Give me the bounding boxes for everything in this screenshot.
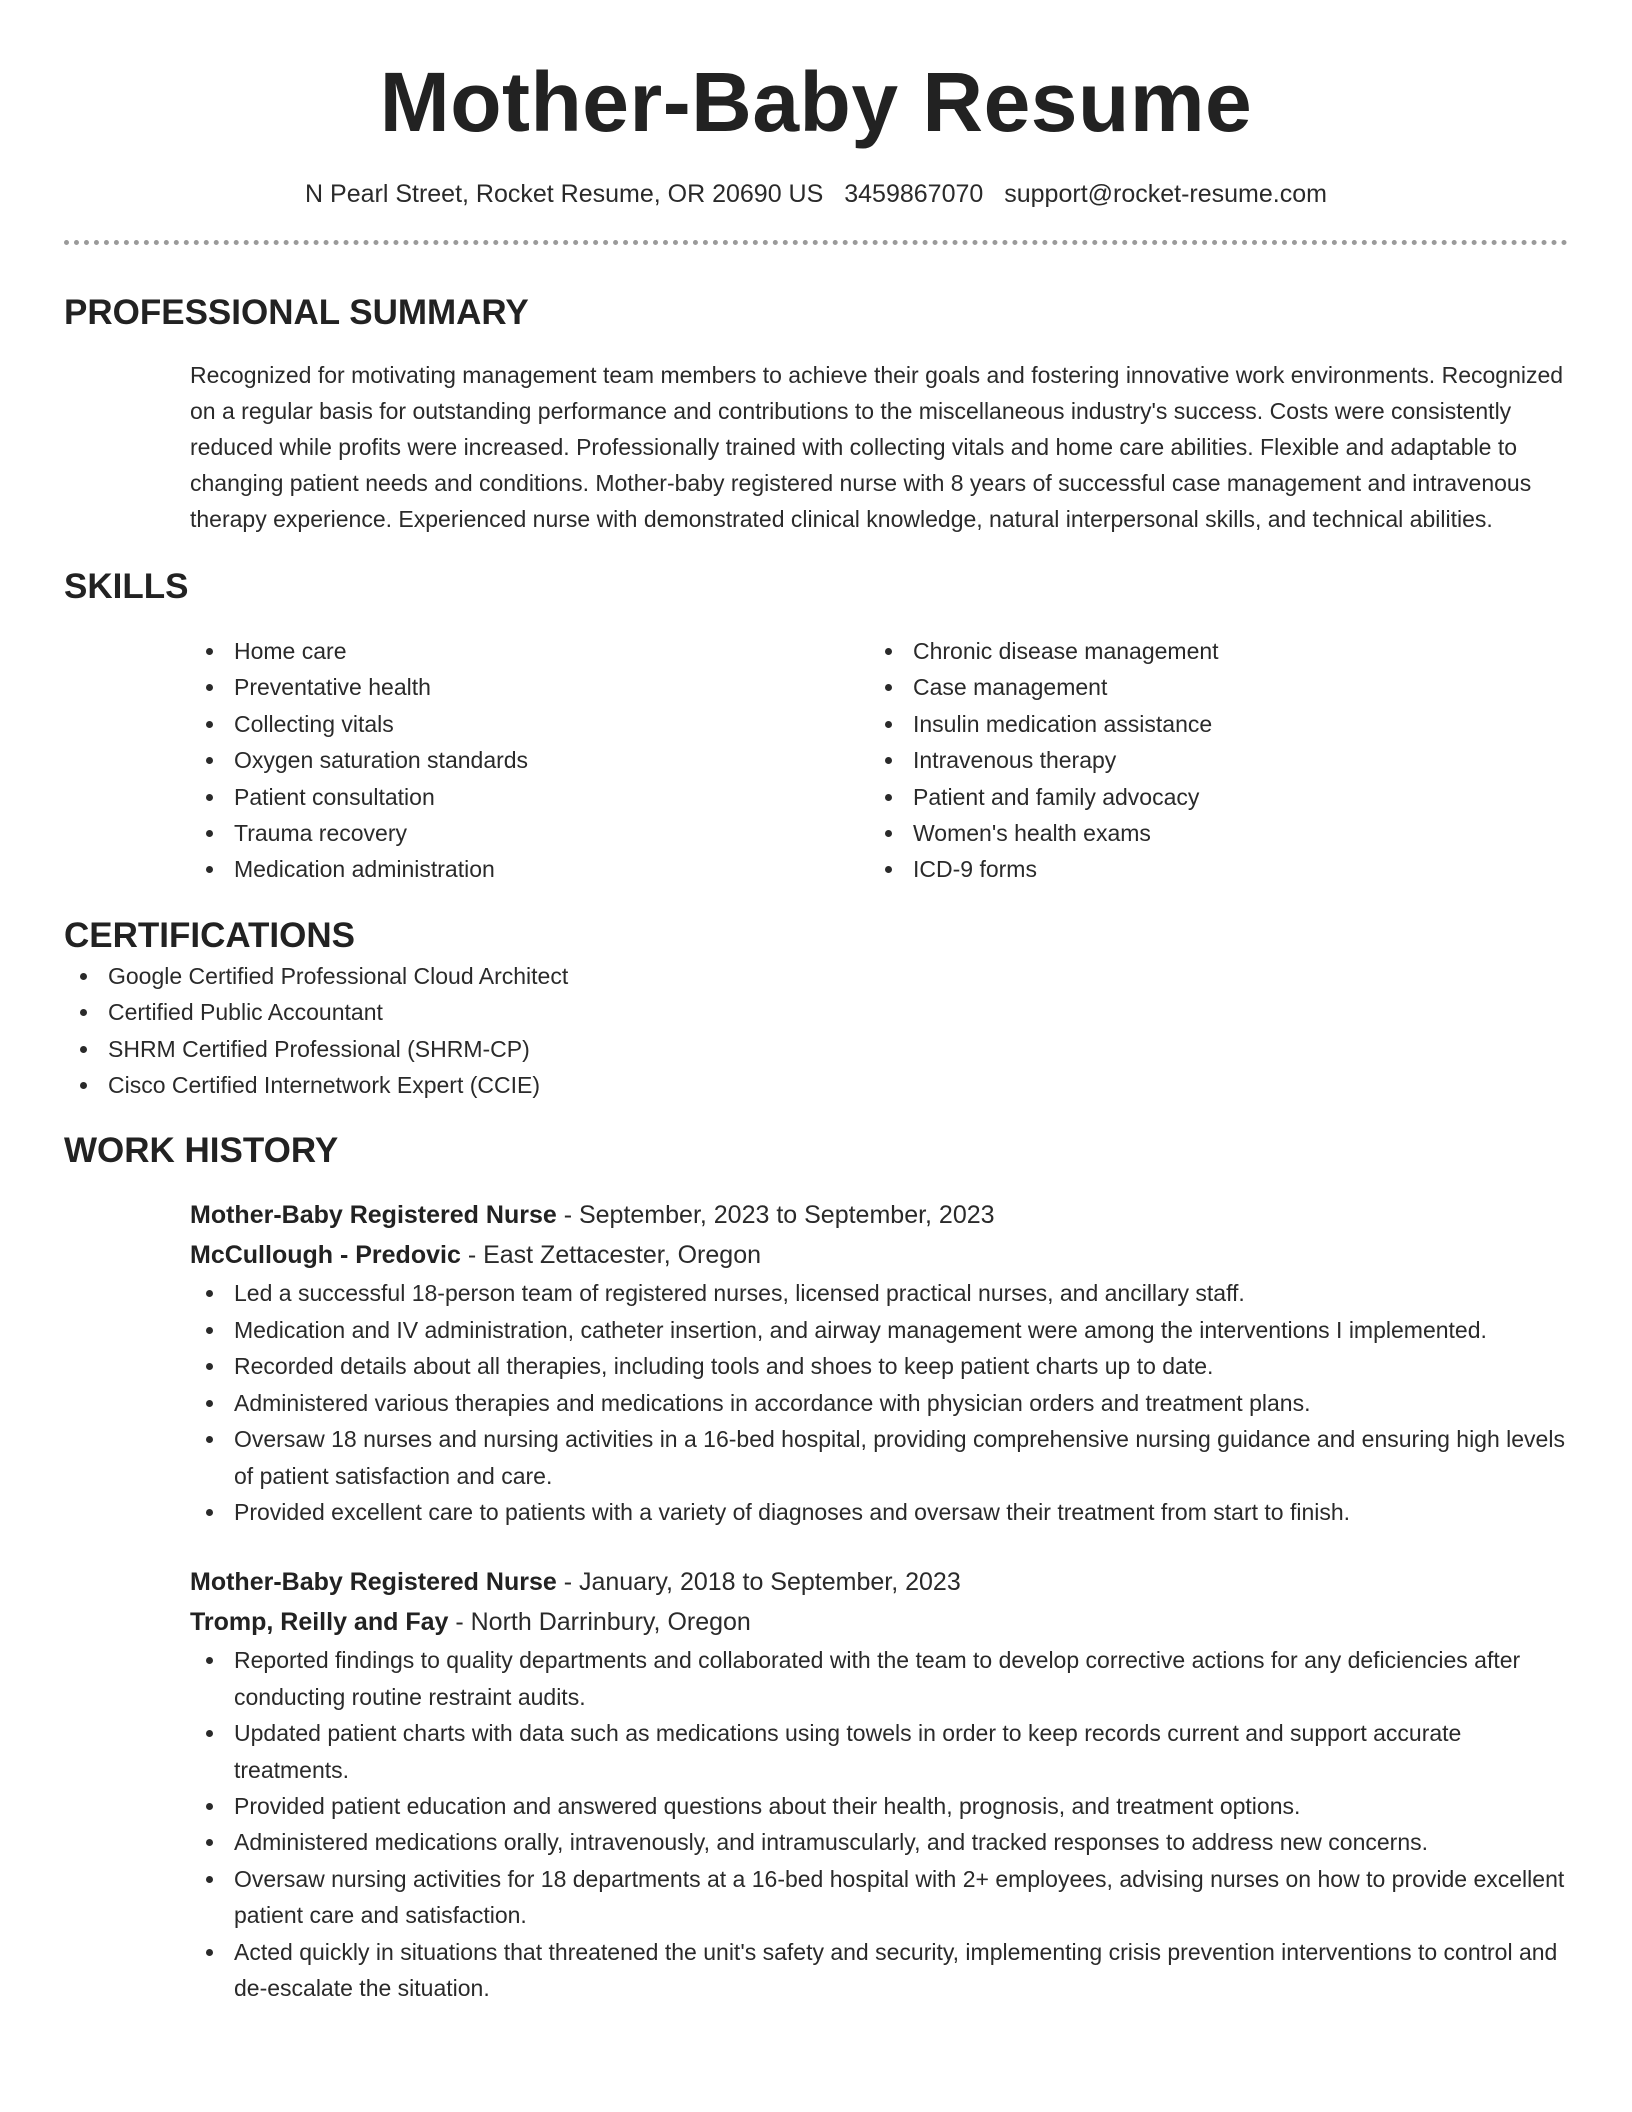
job-bullet: Oversaw 18 nurses and nursing activities in a 16-bed hospital, providing comprehensive nursing guidance and ensuring high levels of patient satisfaction and care. bbox=[190, 1421, 1568, 1494]
job-company: McCullough - Predovic bbox=[190, 1241, 461, 1270]
job-location: - North Darrinbury, Oregon bbox=[455, 1608, 751, 1637]
job-company: Tromp, Reilly and Fay bbox=[190, 1608, 449, 1637]
job-dates: - September, 2023 to September, 2023 bbox=[563, 1201, 995, 1230]
job-bullet: Led a successful 18-person team of registered nurses, licensed practical nurses, and ancillary staff. bbox=[190, 1275, 1568, 1311]
certifications-list bbox=[64, 958, 1568, 1104]
job-bullet: Provided excellent care to patients with a variety of diagnoses and oversaw their treatment from start to finish. bbox=[190, 1494, 1568, 1530]
job-bullet: Administered medications orally, intravenously, and intramuscularly, and tracked responses to address new concerns. bbox=[190, 1824, 1568, 1860]
resume-page bbox=[64, 0, 1568, 2006]
summary-heading: PROFESSIONAL SUMMARY bbox=[64, 293, 529, 332]
job-bullet: Medication and IV administration, catheter insertion, and airway management were among the interventions I implemented. bbox=[190, 1312, 1568, 1348]
job-bullet: Updated patient charts with data such as medications using towels in order to keep records current and support accurate treatments. bbox=[190, 1715, 1568, 1788]
skill-item: Patient and family advocacy bbox=[869, 779, 1548, 815]
certification-item: Google Certified Professional Cloud Architect bbox=[64, 958, 1568, 994]
job-company-line bbox=[190, 1235, 1568, 1275]
skill-item: Oxygen saturation standards bbox=[190, 742, 869, 778]
header-divider bbox=[64, 240, 1568, 245]
work-history-heading: WORK HISTORY bbox=[64, 1131, 339, 1171]
job-bullet: Administered various therapies and medications in accordance with physician orders and treatment plans. bbox=[190, 1385, 1568, 1421]
certification-item: Cisco Certified Internetwork Expert (CCIE) bbox=[64, 1067, 1568, 1103]
job-entry bbox=[190, 1195, 1568, 1530]
skills-list-right bbox=[869, 633, 1548, 888]
skill-item: Case management bbox=[869, 669, 1548, 705]
contact-line bbox=[64, 178, 1568, 210]
skill-item: Trauma recovery bbox=[190, 815, 869, 851]
contact-email: support@rocket-resume.com bbox=[1004, 180, 1327, 208]
certifications-heading: CERTIFICATIONS bbox=[64, 915, 356, 955]
skills-grid bbox=[190, 633, 1568, 888]
skill-item: Collecting vitals bbox=[190, 706, 869, 742]
certification-item: Certified Public Accountant bbox=[64, 994, 1568, 1030]
job-bullet: Reported findings to quality departments and collaborated with the team to develop corrective actions for any deficiencies after conducting routine restraint audits. bbox=[190, 1642, 1568, 1715]
job-bullet: Oversaw nursing activities for 18 departments at a 16-bed hospital with 2+ employees, advising nurses on how to provide excellent patient care and satisfaction. bbox=[190, 1861, 1568, 1934]
job-entry bbox=[190, 1562, 1568, 2006]
job-role-line bbox=[190, 1562, 1568, 1602]
job-role: Mother-Baby Registered Nurse bbox=[190, 1568, 557, 1597]
job-dates: - January, 2018 to September, 2023 bbox=[563, 1568, 961, 1597]
contact-address: N Pearl Street, Rocket Resume, OR 20690 US bbox=[305, 180, 824, 208]
job-bullet: Provided patient education and answered questions about their health, prognosis, and treatment options. bbox=[190, 1788, 1568, 1824]
contact-phone: 3459867070 bbox=[844, 180, 984, 208]
skill-item: ICD-9 forms bbox=[869, 851, 1548, 887]
skills-column-right bbox=[869, 633, 1548, 888]
skill-item: Preventative health bbox=[190, 669, 869, 705]
skills-heading: SKILLS bbox=[64, 567, 189, 606]
resume-title: Mother-Baby Resume bbox=[379, 55, 1253, 149]
skills-column-left bbox=[190, 633, 869, 888]
job-company-line bbox=[190, 1602, 1568, 1642]
skill-item: Patient consultation bbox=[190, 779, 869, 815]
job-role: Mother-Baby Registered Nurse bbox=[190, 1201, 557, 1230]
skill-item: Medication administration bbox=[190, 851, 869, 887]
skill-item: Women's health exams bbox=[869, 815, 1548, 851]
certification-item: SHRM Certified Professional (SHRM-CP) bbox=[64, 1031, 1568, 1067]
job-role-line bbox=[190, 1195, 1568, 1235]
job-responsibilities bbox=[190, 1642, 1568, 2006]
skill-item: Home care bbox=[190, 633, 869, 669]
skill-item: Insulin medication assistance bbox=[869, 706, 1548, 742]
job-location: - East Zettacester, Oregon bbox=[467, 1241, 762, 1270]
job-responsibilities bbox=[190, 1275, 1568, 1530]
job-bullet: Recorded details about all therapies, including tools and shoes to keep patient charts up to date. bbox=[190, 1348, 1568, 1384]
summary-text: Recognized for motivating management team members to achieve their goals and fostering innovative work environments. Recognized on a regular basis for outstanding performance and contributions to the miscellaneous industry's success. Costs were consistently reduced while profits were increased. Professionally trained with collecting vitals and home care abilities. Flexible and adaptable to changing patient needs and conditions. Mother-baby registered nurse with 8 years of successful case management and intravenous therapy experience. Experienced nurse with demonstrated clinical knowledge, natural interpersonal skills, and technical abilities. bbox=[190, 362, 1564, 532]
skills-list-left bbox=[190, 633, 869, 888]
skill-item: Chronic disease management bbox=[869, 633, 1548, 669]
job-bullet: Acted quickly in situations that threatened the unit's safety and security, implementing crisis prevention interventions to control and de-escalate the situation. bbox=[190, 1934, 1568, 2007]
skill-item: Intravenous therapy bbox=[869, 742, 1548, 778]
